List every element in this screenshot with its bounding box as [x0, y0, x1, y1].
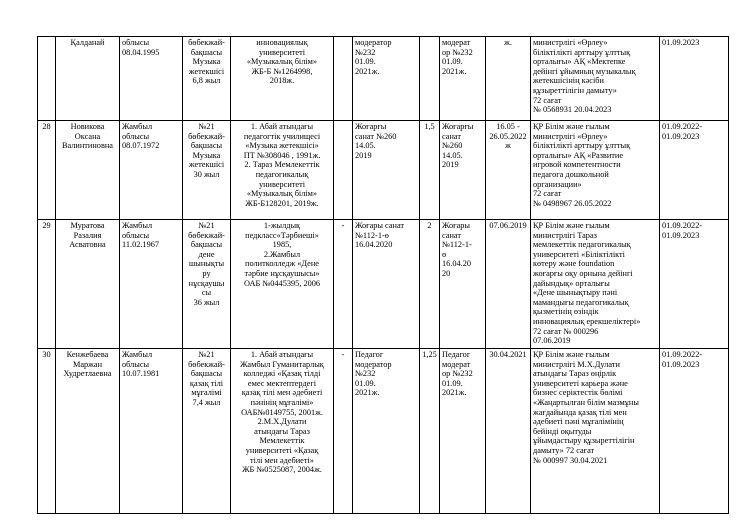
- table-row: [38, 220, 729, 349]
- course-info: [531, 37, 660, 121]
- cell-num: 29: [42, 221, 51, 230]
- extra-column: [334, 121, 353, 220]
- table-row: [38, 121, 729, 220]
- cell-category-new: модерат ор №232 01.09. 2021ж.: [442, 38, 473, 76]
- birth-info: [120, 220, 183, 349]
- cell-col8: 1,5: [424, 122, 435, 131]
- cell-name: Муратова Разалия Асватовна: [69, 221, 106, 250]
- cell-category-new: Жоғарғы санат №260 14.05. 2019: [442, 122, 474, 170]
- birth-info: [120, 349, 183, 514]
- next-attestation-date: [660, 121, 729, 220]
- previous-category: [353, 220, 420, 349]
- education-info: [231, 349, 334, 514]
- row-number: [38, 220, 56, 349]
- next-attestation-date: [660, 220, 729, 349]
- cell-col6: -: [341, 350, 345, 359]
- course-date: [486, 37, 531, 121]
- cell-category-prev: Жоғарғы санат №260 14.05. 2019: [355, 122, 397, 160]
- cell-education: инновациялық университеті «Музыкалық білім» ЖБ-Б №1264998, 2018ж.: [246, 38, 318, 86]
- table-row: [38, 37, 729, 121]
- cell-birth: Жамбыл облысы 10.07.1981: [122, 350, 160, 379]
- cell-education: 1. Абай атындағы Жамбыл Гуманитарлық колледжі «Қазақ тілді емес мектептердегі қазақ тілі мен әдебиеті пәнінің мұғалімі» ОАБ№0149755, 2001ж. 2.М.Х.Дулати атындағы Тараз Мемлекеттік университеті «Қазақ тілі мен әдебиеті» ЖБ №0525087, 2004ж.: [240, 350, 324, 475]
- next-attestation-date: [660, 37, 729, 121]
- previous-category: [353, 349, 420, 514]
- assigned-category: [440, 349, 486, 514]
- course-date: [486, 349, 531, 514]
- education-info: [231, 37, 334, 121]
- cell-name: Новикова Оксана Валинтиновна: [61, 122, 113, 151]
- cell-birth: Жамбыл облысы 08.07.1972: [122, 122, 160, 151]
- cell-category-prev: модератор №232 01.09. 2021ж.: [355, 38, 392, 76]
- extra-column: [334, 37, 353, 121]
- cell-col8: 1,25: [422, 350, 437, 359]
- course-info: [531, 121, 660, 220]
- extra-column: [334, 220, 353, 349]
- cell-course-date: 30.04.2021: [489, 350, 527, 359]
- workplace-position: [183, 349, 231, 514]
- cell-education: 1-жылдық педкласс«Тәрбиеші» 1985, 2.Жамбыл политколледж «Дене тәрбие нұсқаушысы» ОАБ №0445395, 2006: [243, 221, 321, 288]
- cell-category-new: Жоғары санат №112-1- ө 16.04.20 20: [442, 221, 472, 278]
- employee-name: [56, 37, 120, 121]
- row-number: [38, 37, 56, 121]
- cell-education: 1. Абай атындағы педагогтік училищесі «Музыка жетекшісі» ПТ №308046 , 1991ж. 2. Тараз Мемлекеттік педагогикалық университеті «Музыкалық білім» ЖБ-Б128201, 2019ж.: [243, 122, 321, 208]
- cell-course-info: ҚР Білім және ғылым министрлігі Тараз мемлекеттік педагогикалық университеті «Біліктілікті көтеру және foundation жоғарғы оқу орнына дейінгі дайындық» орталығы «Дене шынықтыру пәні мамандығы педагогикалық қызметінің өзіндік инновациялық ерекшеліктері» 72 сағат № 000296 07.06.2019: [533, 221, 641, 346]
- next-attestation-date: [660, 349, 729, 514]
- cell-category-new: Педагог модерат ор №232 01.09. 2021ж.: [442, 350, 473, 398]
- employee-name: [56, 220, 120, 349]
- cell-col8: 2: [427, 221, 432, 230]
- assigned-category: [440, 37, 486, 121]
- row-number: [38, 349, 56, 514]
- cell-num: 28: [42, 122, 51, 131]
- education-info: [231, 121, 334, 220]
- cell-course-date: ж.: [504, 38, 512, 47]
- cell-next-date: 01.09.2022- 01.09.2023: [662, 350, 703, 369]
- rate-column: [420, 349, 440, 514]
- workplace-position: [183, 37, 231, 121]
- cell-course-info: министрлігі «Өрлеу» біліктілікті арттыру ұлттық орталығы» АҚ «Мектепке дейінгі ұйымның музыкалық жетекшісінің кәсіби құзыреттілігін дамыту» 72 сағат № 0568931 20.04.2023: [533, 38, 636, 115]
- birth-info: [120, 37, 183, 121]
- cell-next-date: 01.09.2023: [662, 38, 700, 47]
- cell-next-date: 01.09.2022- 01.09.2023: [662, 122, 703, 141]
- employee-name: [56, 349, 120, 514]
- cell-course-date: 07.06.2019: [489, 221, 527, 230]
- cell-next-date: 01.09.2022- 01.09.2023: [662, 221, 703, 240]
- table-row: [38, 349, 729, 514]
- cell-birth: облысы 08.04.1995: [122, 38, 160, 57]
- course-date: [486, 220, 531, 349]
- cell-birth: Жамбыл облысы 11.02.1967: [122, 221, 160, 250]
- cell-category-prev: Педагог модератор №232 01.09. 2021ж.: [355, 350, 392, 398]
- cell-course-info: ҚР Білім және ғылым министрлігі М.Х.Дулати атындағы Тараз өңірлік университеті карьера және бизнес серіктестік бөлімі «Жаңартылған білім мазмұны жағдайында қазақ тілі мен әдебиеті пәні мұғалімінің бейінді оқытуды ұйымдастыру құзыреттілігін дамыту» 72 сағат № 000997 30.04.2021: [533, 350, 639, 465]
- assigned-category: [440, 220, 486, 349]
- birth-info: [120, 121, 183, 220]
- cell-category-prev: Жоғары санат №112-1-ө 16.04.2020: [355, 221, 405, 250]
- cell-workplace: №21 бөбекжай- бақшасы Музыка жетекшісі 30 жыл: [188, 122, 225, 179]
- course-date: [486, 121, 531, 220]
- rate-column: [420, 121, 440, 220]
- education-info: [231, 220, 334, 349]
- cell-workplace: №21 бөбекжай- бақшасы дене шынықты ру нұсқаушы сы 36 жыл: [188, 221, 225, 307]
- cell-workplace: №21 бөбекжай- бақшасы қазақ тілі мұғалімі 7,4 жыл: [188, 350, 225, 407]
- assigned-category: [440, 121, 486, 220]
- cell-name: Қалданай: [70, 38, 105, 47]
- cell-course-date: 16.05 - 26.05.2022 ж: [489, 122, 527, 151]
- cell-col6: -: [341, 221, 345, 230]
- cell-name: Кенжебаева Маржан Худретлаевна: [63, 350, 112, 379]
- workplace-position: [183, 220, 231, 349]
- staff-qualification-table: [37, 36, 729, 514]
- previous-category: [353, 121, 420, 220]
- rate-column: [420, 220, 440, 349]
- workplace-position: [183, 121, 231, 220]
- course-info: [531, 220, 660, 349]
- row-number: [38, 121, 56, 220]
- rate-column: [420, 37, 440, 121]
- cell-workplace: бөбекжай- бақшасы Музыка жетекшісі 6,8 жыл: [188, 38, 225, 86]
- previous-category: [353, 37, 420, 121]
- cell-course-info: ҚР Білім және ғылым министрлігі «Өрлеу» біліктілікті арттыру ұлттық орталығы» АҚ «Развитие игровой компетентности педагога дошкольной организации» 72 сағат № 0498967 26.05.2022: [533, 122, 631, 208]
- course-info: [531, 349, 660, 514]
- extra-column: [334, 349, 353, 514]
- cell-num: 30: [42, 350, 51, 359]
- employee-name: [56, 121, 120, 220]
